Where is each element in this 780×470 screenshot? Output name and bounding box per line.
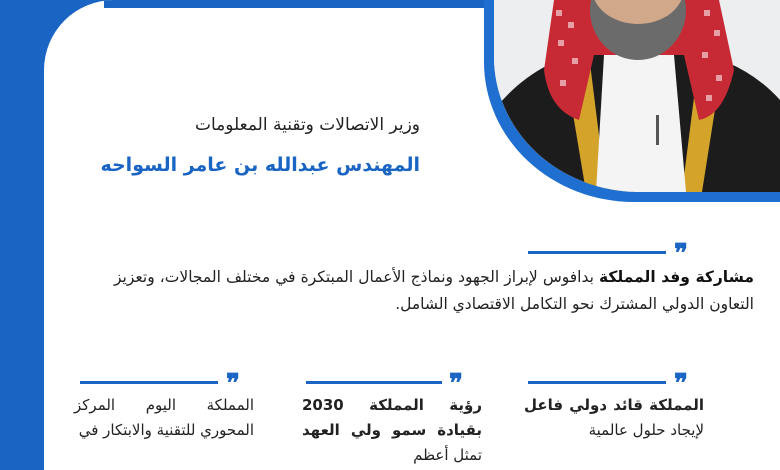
column-left-rest: المملكة اليوم المركز المحوري للتقنية والابتكار في <box>74 396 254 439</box>
quote-rule <box>528 381 666 384</box>
column-middle-rest: تمثل أعظم <box>413 446 482 464</box>
top-stripe <box>104 0 504 8</box>
quote-rule <box>306 381 442 384</box>
main-quote-bold: مشاركة وفد المملكة <box>599 268 754 286</box>
portrait-illustration <box>494 0 780 192</box>
main-quote-text <box>114 264 754 318</box>
quote-rule <box>80 381 218 384</box>
column-right-rest: لإيجاد حلول عالمية <box>588 421 704 439</box>
column-left-text <box>74 393 254 443</box>
minister-title: وزير الاتصالات وتقنية المعلومات <box>194 115 420 135</box>
column-middle-bold: رؤية المملكة 2030 بقيادة سمو ولي العهد <box>302 396 482 439</box>
column-right-bold: المملكة قائد دولي فاعل <box>524 396 704 414</box>
column-right-text <box>524 393 704 443</box>
minister-name: المهندس عبدالله بن عامر السواحه <box>100 154 420 176</box>
quote-icon: ❞ <box>449 369 463 399</box>
quote-icon: ❞ <box>226 369 240 399</box>
minister-portrait <box>494 0 780 192</box>
quote-icon: ❞ <box>674 369 688 399</box>
quote-rule <box>528 251 666 254</box>
column-middle-text <box>302 393 482 468</box>
portrait-frame <box>484 0 780 202</box>
quote-icon: ❞ <box>674 239 688 269</box>
main-quote-rest: بدافوس لإبراز الجهود ونماذج الأعمال المبتكرة في مختلف المجالات، وتعزيز التعاون الدولي المشترك نحو التكامل الاقتصادي الشامل. <box>114 268 754 313</box>
content-card <box>44 0 780 470</box>
